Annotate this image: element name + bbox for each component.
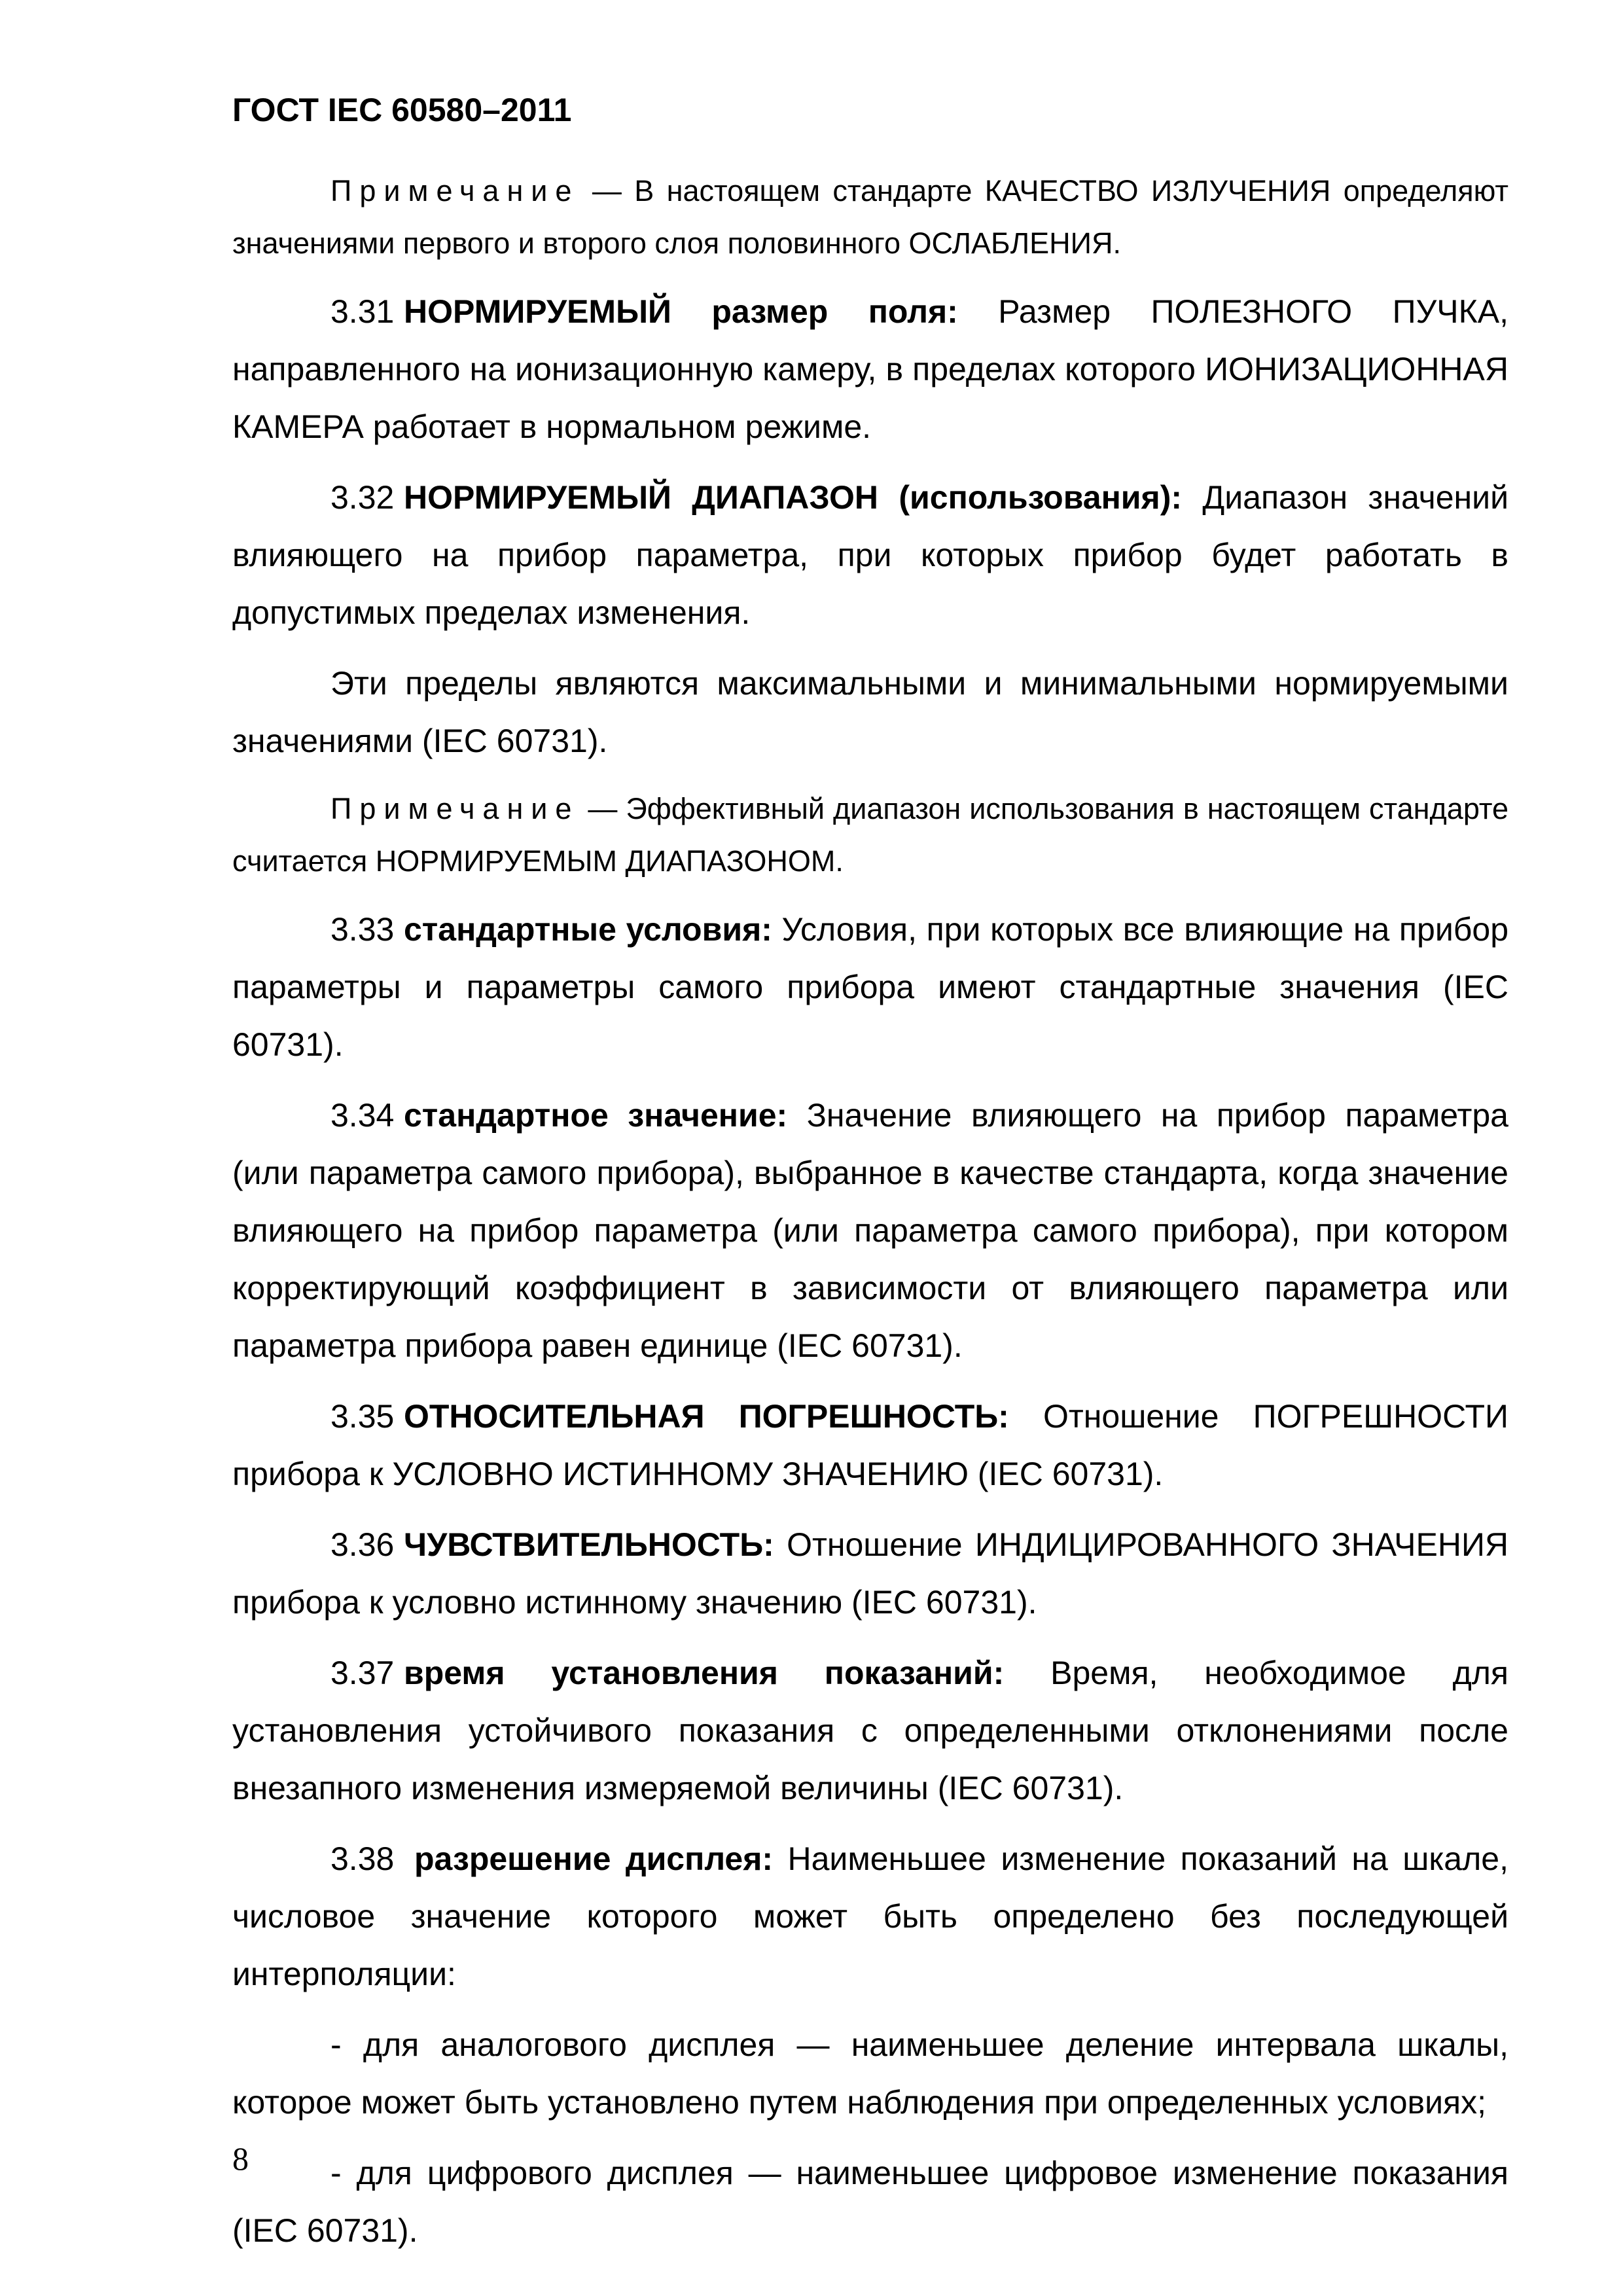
- definition-text: Условия, при которых все влияющие на прибор параметры и параметры самого прибора имеют стандартные значения (IEC 60731).: [232, 911, 1508, 1063]
- definition-text: Время, необходимое для установления устойчивого показания с определенными отклонениями после внезапного изменения измеряемой величины (IEC 60731).: [232, 1655, 1508, 1806]
- list-item: - для цифрового дисплея — наименьшее цифровое изменение показания (IEC 60731).: [232, 2155, 1508, 2249]
- definition-3-31: [232, 283, 1508, 456]
- page-header: ГОСТ IEC 60580–2011: [232, 92, 572, 128]
- defined-term: стандартные условия:: [404, 911, 772, 948]
- definition-text: Диапазон значений влияющего на прибор параметра, при которых прибор будет работать в допустимых пределах изменения.: [232, 479, 1508, 631]
- clause-number: 3.31: [330, 293, 395, 330]
- note-label: Примечание: [330, 174, 580, 207]
- clause-number: 3.38: [330, 1840, 395, 1877]
- definition-text: Размер ПОЛЕЗНОГО ПУЧКА, направленного на ионизационную камеру, в пределах которого ИОНИЗАЦИОННАЯ КАМЕРА работает в нормальном режиме.: [232, 293, 1508, 445]
- clause-number: 3.35: [330, 1398, 395, 1435]
- note-paragraph: [232, 783, 1508, 888]
- definition-3-32: [232, 469, 1508, 641]
- definition-3-36: [232, 1516, 1508, 1631]
- paragraph: Эти пределы являются максимальными и минимальными нормируемыми значениями (IEC 60731).: [232, 665, 1508, 759]
- definition-3-37: [232, 1644, 1508, 1817]
- note-label: Примечание: [330, 792, 580, 825]
- note-text: — Эффективный диапазон использования в настоящем стандарте считается НОРМИРУЕМЫМ ДИАПАЗОНОМ.: [232, 792, 1508, 878]
- defined-term: разрешение дисплея:: [414, 1840, 774, 1877]
- page-number: 8: [232, 2140, 249, 2177]
- clause-number: 3.34: [330, 1097, 395, 1134]
- note-paragraph: [232, 165, 1508, 270]
- list-item: - для аналогового дисплея — наименьшее деление интервала шкалы, которое может быть установлено путем наблюдения при определенных условиях;: [232, 2026, 1508, 2121]
- defined-term: НОРМИРУЕМЫЙ ДИАПАЗОН (использования):: [404, 479, 1183, 516]
- definition-3-34: [232, 1086, 1508, 1374]
- definition-text: Значение влияющего на прибор параметра (или параметра самого прибора), выбранное в качестве стандарта, когда значение влияющего на прибор параметра (или параметра самого прибора), при котором корректирующий коэффициент в зависимости от влияющего параметра или параметра прибора равен единице (IEC 60731).: [232, 1097, 1508, 1364]
- definition-3-33: [232, 901, 1508, 1073]
- defined-term: стандартное значение:: [404, 1097, 788, 1134]
- defined-term: время установления показаний:: [404, 1655, 1005, 1691]
- definition-text: Отношение ПОГРЕШНОСТИ прибора к УСЛОВНО ИСТИННОМУ ЗНАЧЕНИЮ (IEC 60731).: [232, 1398, 1508, 1492]
- document-body: [232, 165, 1508, 2272]
- clause-number: 3.37: [330, 1655, 395, 1691]
- definition-text: Наименьшее изменение показаний на шкале, числовое значение которого может быть определено без последующей интерполяции:: [232, 1840, 1508, 1992]
- definition-3-35: [232, 1388, 1508, 1503]
- clause-number: 3.33: [330, 911, 395, 948]
- defined-term: ЧУВСТВИТЕЛЬНОСТЬ:: [404, 1526, 774, 1563]
- defined-term: ОТНОСИТЕЛЬНАЯ ПОГРЕШНОСТЬ:: [404, 1398, 1009, 1435]
- definition-3-38: [232, 1830, 1508, 2003]
- defined-term: НОРМИРУЕМЫЙ размер поля:: [404, 293, 958, 330]
- definition-text: Отношение ИНДИЦИРОВАННОГО ЗНАЧЕНИЯ прибора к условно истинному значению (IEC 60731).: [232, 1526, 1508, 1621]
- note-text: — В настоящем стандарте КАЧЕСТВО ИЗЛУЧЕНИЯ определяют значениями первого и второго слоя половинного ОСЛАБЛЕНИЯ.: [232, 174, 1508, 260]
- clause-number: 3.32: [330, 479, 395, 516]
- clause-number: 3.36: [330, 1526, 395, 1563]
